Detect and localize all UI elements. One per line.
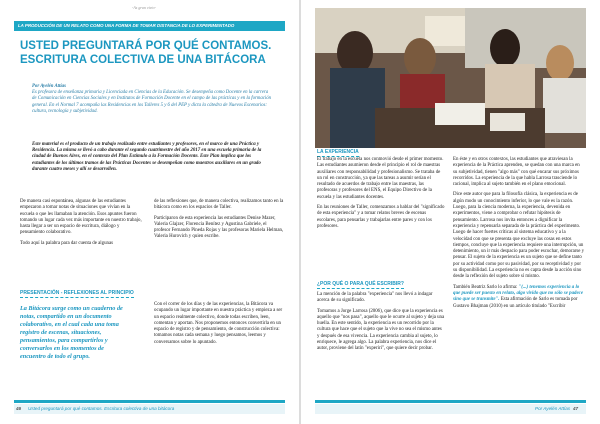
- paragraph: Con el correr de los días y de las experiencias, la Bitácora va ocupando un lugar importante en nuestra práctica y empieza a ser un espacio realmente colectivo, donde todas escriben, leen, comentan y aportan. Nos proponemos entonces convertirla en un espacio de registro y de pensamiento, de construcción colectiva: tomamos notas cada semana y luego pensamos, leemos y conversamos sobre lo apuntado.: [154, 302, 283, 345]
- paragraph: En éste y en otros contextos, las estudiantes que atraviesan la experiencia de la Práctica aprenden, se quedan con una marca en su subjetividad, tienen "algo más" con qué encarar sus próximos recorridos. La experiencia de la que habla Larrosa trasciende lo racional, implica al sujeto también en el plano emocional.: [453, 157, 580, 188]
- footer-rule: [315, 400, 586, 403]
- left-column-top: [20, 199, 142, 251]
- article-title: [20, 40, 282, 67]
- paragraph: Tomamos a Jorge Larrosa (2006), que dice que la experiencia es aquello que "nos pasa", aquello que le ocurre al sujeto y deja una huella. En este sentido, la experiencia es un recorrido por la cultura que hace que el sujeto que la vive no sea el mismo antes y después de esa vivencia. La experiencia cambia al sujeto, lo enriquece, le agrega algo. La palabra experiencia, nos dice el autor, proviene del latín "experiri", que quiere decir probar.: [317, 308, 445, 352]
- footer-author: Por Ayelén Attías: [535, 406, 571, 411]
- paragraph: de las reflexiones que, de manera colectiva, realizamos tanto en la bitácora como en los espacios de Taller.: [154, 199, 284, 211]
- classroom-photo: [315, 8, 586, 148]
- section-heading-por-que-escribir: ¿POR QUÉ O PARA QUÉ ESCRIBIR?: [317, 281, 404, 287]
- section-heading-experiencia: LA EXPERIENCIA: [317, 149, 359, 155]
- quote-followup: Esta afirmación de Sarlo es tomada por Gustavo Bhajman (2010) en un artículo titulado "Escribir: [453, 297, 578, 309]
- author-bio: Es profesora de enseñanza primaria y Licenciada en Ciencias de la Educación. Se desempeña como Docente en la carrera de Comunicación en Ciencias Sociales y en Institutos de Formación Docente en el campo de las prácticas y en la formación general. En el Normal 7 acompaña las Residencias en los Talleres 5 y 6 del PEP y dicta la cátedra de Nuevos Escenarios: cultura, tecnología y subjetividad.: [32, 90, 271, 114]
- article-title-line2: ESCRITURA COLECTIVA DE UNA BITÁCORA: [20, 53, 266, 66]
- page-number: 46: [16, 406, 22, 411]
- footer-title: Usted preguntará por qué contamos. Escritura colectiva de una bitácora: [28, 406, 175, 411]
- author-name: Por Ayelén Attías: [32, 84, 66, 89]
- pull-quote: La Bitácora surge como un cuaderno de notas, compartido en un documento colaborativo, en el cual cada una toma registro de escenas, situaciones, pensamientos, para compartirlos y conversarlos en los momentos de encuentro de todo el grupo.: [20, 305, 123, 360]
- section-banner: [14, 21, 285, 31]
- article-title-line1: USTED PREGUNTARÁ POR QUÉ CONTAMOS.: [20, 40, 272, 52]
- paragraph: El trabajo en la escuela nos conmovió desde el primer momento. Las estudiantes asumieron desde el principio el rol de maestras auxiliares con responsabilidad y profesionalismo. Se trataba de un rol en construcción, ya que las tareas a asumir serían el resultado de acuerdos de trabajo entre las maestras, las profesoras y profesores del ENS, el Equipo Directivo de la escuela y las estudiantes docentes.: [317, 157, 444, 200]
- section-heading-presentacion: PRESENTACIÓN - REFLEXIONES AL PRINCIPIO: [20, 290, 134, 296]
- footer: [14, 404, 285, 414]
- paragraph: Dice este autor que para la filosofía clásica, la experiencia es de algún modo un conocimiento inferior, lo que vale es la razón. Luego, para la ciencia moderna, la experiencia, devenida en experimentos, viene a comprobar o refutar hipótesis de pensamiento. Larrosa nos invita entonces a dignificar la experiencia y repensarla separada de la práctica del experimento. Luego de hacer fuertes críticas al sistema educativo y a la velocidad con que se presenta que excluye las cosas en estos tiempos, concluye que la experiencia requiere una interrupción, un detenimiento, un ir más despacio para poder escuchar, demorarse y pensar. El sujeto de la experiencia es un sujeto que se define tanto por su actividad como por su pasividad, por su receptividad y por su disponibilidad. La experiencia no es capta desde la acción sino desde la reflexión del sujeto sobre sí mismo.: [453, 192, 585, 280]
- right-column-top: [154, 199, 284, 245]
- footer-rule: [14, 400, 285, 403]
- page-number: 47: [573, 406, 579, 411]
- paragraph: Participaron de esta experiencia las estudiantes Denise Mazer, Valeria Glajzer, Florencia Benítez y Agustina Gabriele, el profesor Fernando Pineda Rojas y las profesoras Mariela Helman, Valeria Hurovich y quien escribe.: [154, 215, 284, 240]
- left-page: [0, 0, 299, 424]
- paragraph: En las reuniones de Taller, comenzamos a hablar del "significado de esta experiencia" y a tomar relatos breves de escenas escolares, para pensarlas y trabajarlas entre pares y con los profesores.: [317, 205, 445, 229]
- quote-intro: También Beatriz Sarlo lo afirma:: [453, 284, 519, 290]
- classroom-photo-image: [315, 8, 586, 148]
- section-banner-text: LA PRODUCCIÓN DE UN RELATO COMO UNA FORMA DE TOMAR DISTANCIA DE LO EXPERIMENTADO: [18, 23, 235, 28]
- sarlo-quote: "(...) tenemos experiencia a lo que puede ser puesto en relato, algo vivido que no sólo se padece sino que se transmite".: [453, 284, 583, 303]
- right-column-bottom: [154, 302, 284, 350]
- paragraph: De manera casi espontánea, algunas de las estudiantes empezaron a tomar notas de situaciones que vivían en la escuela o que les llamaban la atención. Esos apuntes fueron tomando un lugar cada vez más importante en nuestro trabajo, hasta llegar a ser un espacio de escritura, diálogo y pensamiento colaborativo.: [20, 199, 142, 236]
- footer: [315, 404, 586, 414]
- running-head: -As gran vieto-: [132, 5, 156, 10]
- left-column: [317, 157, 445, 234]
- paragraph: [453, 285, 585, 310]
- paragraph: La mención de la palabra "experiencia" nos llevó a indagar acerca de su significado.: [317, 292, 433, 304]
- paragraph: Todo aquí la palabra para dar cuenta de algunas: [20, 240, 114, 246]
- left-column-bottom: [317, 292, 445, 357]
- intro-paragraph: Este material es el producto de un trabajo realizado entre estudiantes y profesores, en el marco de una Práctica y Residencia. La misma se llevó a cabo durante el segundo cuatrimestre del año 2017 en una escuela primaria de la ciudad de Buenos Aires, en el contexto del Plan Estímulo a la Formación Docente. Este Plan implica que los estudiantes de los últimos tramos de las Prácticas Docentes se desempeñan como maestros auxiliares en un grado durante cuatro meses y allí se desarrollen.: [32, 142, 262, 172]
- right-column: [453, 157, 585, 314]
- right-page: [301, 0, 600, 424]
